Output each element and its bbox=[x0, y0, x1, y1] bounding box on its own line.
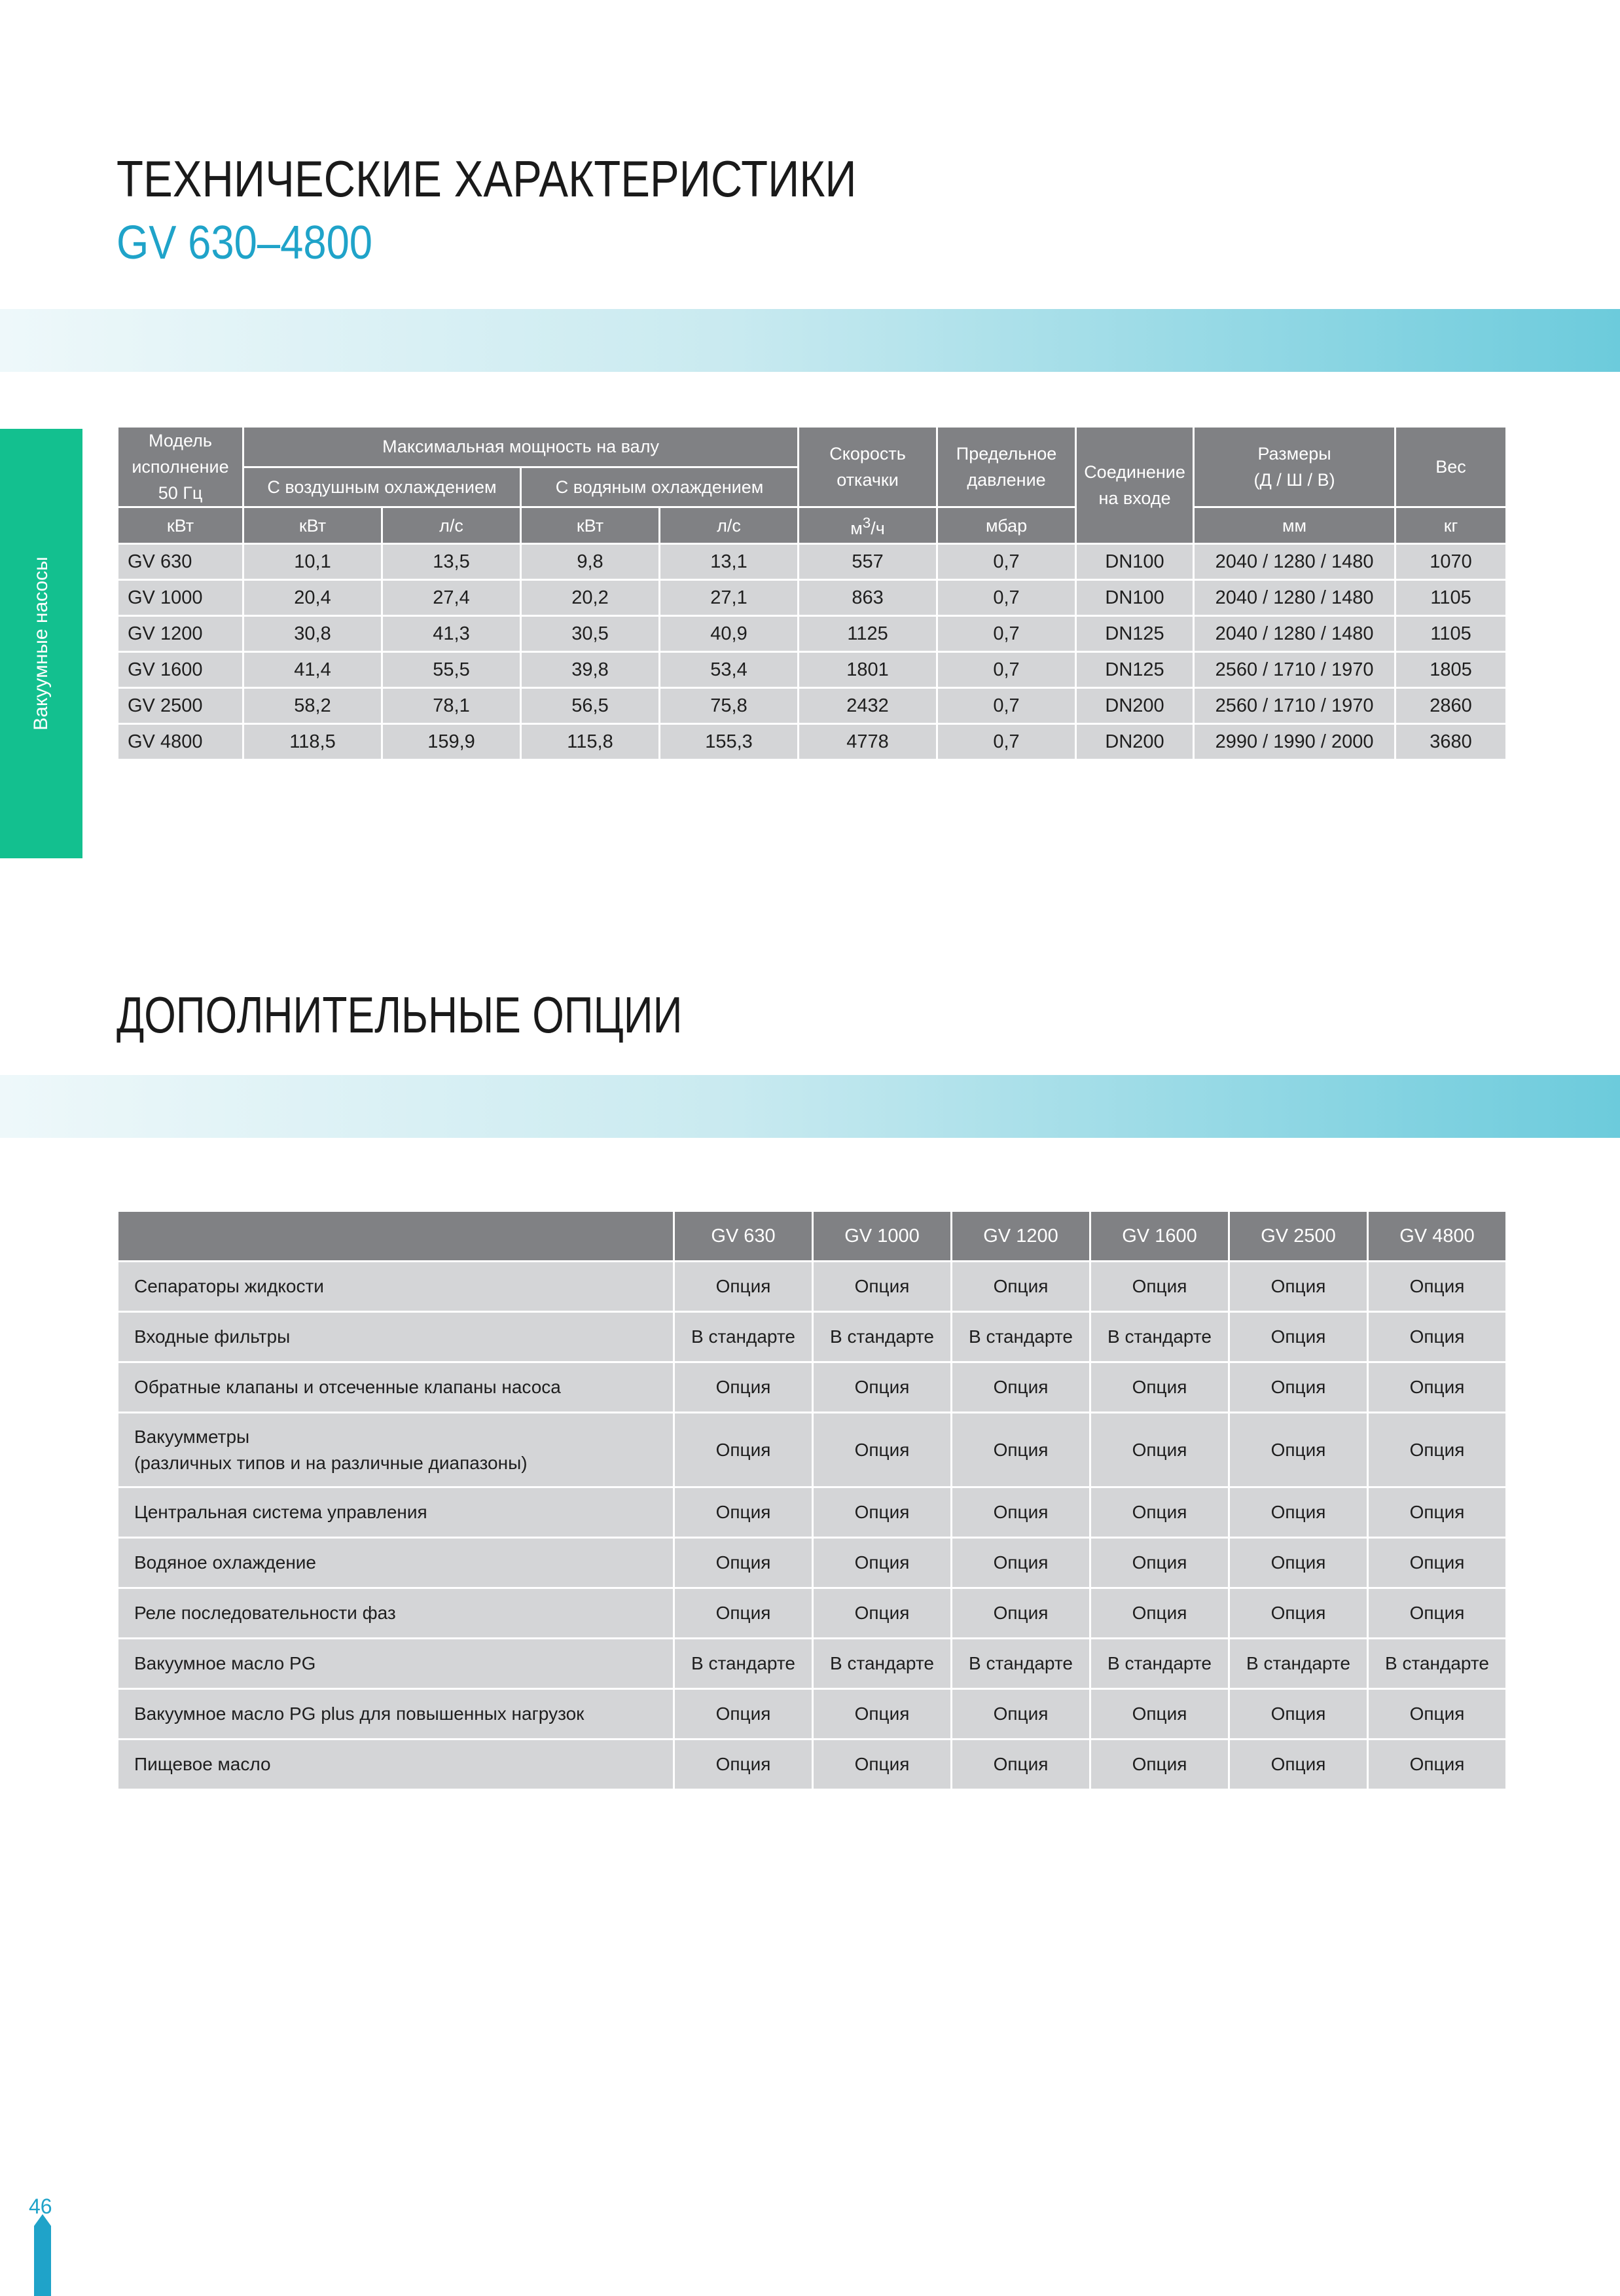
options-feature-line: Сепараторы жидкости bbox=[134, 1276, 324, 1296]
options-value: Опция bbox=[813, 1413, 952, 1487]
options-value: Опция bbox=[674, 1362, 813, 1413]
options-feature-line: Реле последовательности фаз bbox=[134, 1603, 396, 1623]
spec-cell-air-kw: 30,8 bbox=[243, 616, 382, 652]
spec-cell-weight: 1105 bbox=[1395, 580, 1507, 616]
options-row bbox=[118, 1413, 1507, 1487]
spec-cell-weight: 1805 bbox=[1395, 652, 1507, 688]
side-section-tab bbox=[0, 429, 82, 858]
options-value: Опция bbox=[1368, 1362, 1507, 1413]
header-model bbox=[118, 427, 243, 507]
options-value: Опция bbox=[1229, 1538, 1368, 1588]
options-value: Опция bbox=[674, 1487, 813, 1538]
spec-cell-dims: 2040 / 1280 / 1480 bbox=[1194, 580, 1395, 616]
options-row bbox=[118, 1689, 1507, 1740]
options-value: Опция bbox=[674, 1413, 813, 1487]
header-max-power: Максимальная мощность на валу bbox=[243, 427, 799, 467]
options-value: Опция bbox=[813, 1487, 952, 1538]
options-value: В стандарте bbox=[674, 1639, 813, 1689]
spec-cell-pressure: 0,7 bbox=[937, 544, 1076, 580]
side-tab-label: Вакуумные насосы bbox=[30, 556, 52, 731]
spec-cell-water-kw: 30,5 bbox=[521, 616, 660, 652]
options-value: В стандарте bbox=[952, 1312, 1090, 1362]
unit-kw: кВт bbox=[118, 507, 243, 544]
spec-cell-air-ls: 55,5 bbox=[382, 652, 521, 688]
options-value: Опция bbox=[674, 1262, 813, 1312]
options-value: Опция bbox=[1368, 1262, 1507, 1312]
options-value: В стандарте bbox=[674, 1312, 813, 1362]
spec-cell-dims: 2560 / 1710 / 1970 bbox=[1194, 652, 1395, 688]
unit-m3h-base: м bbox=[850, 518, 863, 538]
spec-cell-water-kw: 20,2 bbox=[521, 580, 660, 616]
options-value: Опция bbox=[1090, 1362, 1229, 1413]
unit-m3h-tail: /ч bbox=[871, 518, 885, 538]
page-number: 46 bbox=[29, 2195, 52, 2218]
spec-cell-conn: DN100 bbox=[1076, 544, 1194, 580]
spec-cell-conn: DN125 bbox=[1076, 616, 1194, 652]
header-conn-line: на входе bbox=[1098, 488, 1171, 508]
options-row bbox=[118, 1262, 1507, 1312]
options-value: В стандарте bbox=[1368, 1639, 1507, 1689]
header-gradient-band bbox=[0, 309, 1620, 372]
options-value: Опция bbox=[952, 1588, 1090, 1639]
options-value: Опция bbox=[813, 1262, 952, 1312]
page-marker bbox=[34, 2226, 51, 2296]
header-pressure-line: давление bbox=[967, 470, 1046, 490]
options-feature bbox=[118, 1538, 674, 1588]
options-value: Опция bbox=[1368, 1588, 1507, 1639]
options-feature bbox=[118, 1262, 674, 1312]
options-value: Опция bbox=[1368, 1538, 1507, 1588]
spec-cell-speed: 1801 bbox=[799, 652, 937, 688]
spec-cell-water-ls: 53,4 bbox=[660, 652, 799, 688]
options-value: Опция bbox=[1090, 1740, 1229, 1790]
options-value: Опция bbox=[1229, 1312, 1368, 1362]
options-feature bbox=[118, 1362, 674, 1413]
spec-row bbox=[118, 580, 1507, 616]
options-feature-line: Центральная система управления bbox=[134, 1502, 427, 1522]
spec-cell-dims: 2560 / 1710 / 1970 bbox=[1194, 688, 1395, 724]
spec-cell-water-ls: 40,9 bbox=[660, 616, 799, 652]
options-value: Опция bbox=[1229, 1413, 1368, 1487]
options-feature-line: Вакуумметры bbox=[134, 1426, 250, 1447]
spec-cell-air-ls: 41,3 bbox=[382, 616, 521, 652]
unit-kw: кВт bbox=[243, 507, 382, 544]
spec-row bbox=[118, 688, 1507, 724]
options-row bbox=[118, 1588, 1507, 1639]
options-value: Опция bbox=[1090, 1588, 1229, 1639]
unit-kg: кг bbox=[1395, 507, 1507, 544]
header-speed-line: Скорость bbox=[829, 444, 906, 464]
options-value: Опция bbox=[1229, 1487, 1368, 1538]
spec-cell-air-ls: 159,9 bbox=[382, 724, 521, 760]
options-value: Опция bbox=[813, 1538, 952, 1588]
options-value: Опция bbox=[952, 1262, 1090, 1312]
options-value: Опция bbox=[1368, 1487, 1507, 1538]
spec-cell-dims: 2040 / 1280 / 1480 bbox=[1194, 544, 1395, 580]
spec-row bbox=[118, 652, 1507, 688]
header-ultimate-pressure bbox=[937, 427, 1076, 507]
unit-ls: л/с bbox=[660, 507, 799, 544]
options-value: Опция bbox=[1368, 1413, 1507, 1487]
spec-cell-weight: 1105 bbox=[1395, 616, 1507, 652]
unit-m3h bbox=[799, 507, 937, 544]
options-header-feature bbox=[118, 1211, 674, 1262]
options-feature-line: (различных типов и на различные диапазоны) bbox=[134, 1452, 528, 1473]
options-value: Опция bbox=[813, 1689, 952, 1740]
spec-cell-air-kw: 118,5 bbox=[243, 724, 382, 760]
options-feature bbox=[118, 1639, 674, 1689]
unit-kw: кВт bbox=[521, 507, 660, 544]
options-header-model: GV 1200 bbox=[952, 1211, 1090, 1262]
spec-row bbox=[118, 724, 1507, 760]
options-value: Опция bbox=[1090, 1689, 1229, 1740]
options-feature-line: Обратные клапаны и отсеченные клапаны насоса bbox=[134, 1377, 561, 1397]
options-value: Опция bbox=[674, 1689, 813, 1740]
header-model-line: исполнение bbox=[132, 457, 229, 477]
options-value: Опция bbox=[1090, 1262, 1229, 1312]
spec-cell-water-kw: 56,5 bbox=[521, 688, 660, 724]
options-value: Опция bbox=[674, 1740, 813, 1790]
options-header-model: GV 1600 bbox=[1090, 1211, 1229, 1262]
options-row bbox=[118, 1538, 1507, 1588]
options-value: В стандарте bbox=[1090, 1639, 1229, 1689]
page-subtitle: GV 630–4800 bbox=[117, 217, 373, 269]
spec-cell-air-ls: 78,1 bbox=[382, 688, 521, 724]
spec-row bbox=[118, 616, 1507, 652]
options-value: Опция bbox=[1229, 1362, 1368, 1413]
options-row bbox=[118, 1312, 1507, 1362]
options-value: Опция bbox=[813, 1588, 952, 1639]
spec-cell-air-ls: 27,4 bbox=[382, 580, 521, 616]
spec-cell-water-kw: 115,8 bbox=[521, 724, 660, 760]
unit-ls: л/с bbox=[382, 507, 521, 544]
header-conn-line: Соединение bbox=[1084, 462, 1185, 482]
spec-cell-conn: DN125 bbox=[1076, 652, 1194, 688]
spec-cell-conn: DN100 bbox=[1076, 580, 1194, 616]
options-value: Опция bbox=[952, 1538, 1090, 1588]
unit-mbar: мбар bbox=[937, 507, 1076, 544]
spec-cell-speed: 557 bbox=[799, 544, 937, 580]
header-pressure-line: Предельное bbox=[956, 444, 1057, 464]
options-value: Опция bbox=[813, 1740, 952, 1790]
spec-cell-weight: 1070 bbox=[1395, 544, 1507, 580]
options-value: В стандарте bbox=[1090, 1312, 1229, 1362]
spec-cell-water-ls: 155,3 bbox=[660, 724, 799, 760]
options-value: Опция bbox=[952, 1487, 1090, 1538]
spec-cell-speed: 2432 bbox=[799, 688, 937, 724]
options-gradient-band bbox=[0, 1075, 1620, 1138]
options-value: Опция bbox=[674, 1588, 813, 1639]
page-title: ТЕХНИЧЕСКИЕ ХАРАКТЕРИСТИКИ bbox=[117, 150, 857, 208]
options-value: Опция bbox=[952, 1413, 1090, 1487]
spec-cell-model: GV 2500 bbox=[118, 688, 243, 724]
options-header-model: GV 2500 bbox=[1229, 1211, 1368, 1262]
spec-cell-water-ls: 27,1 bbox=[660, 580, 799, 616]
spec-cell-air-kw: 58,2 bbox=[243, 688, 382, 724]
header-dimensions bbox=[1194, 427, 1395, 507]
options-feature-line: Вакуумное масло PG bbox=[134, 1653, 316, 1673]
spec-cell-model: GV 4800 bbox=[118, 724, 243, 760]
header-weight: Вес bbox=[1395, 427, 1507, 507]
header-air-cooled: С воздушным охлаждением bbox=[243, 467, 521, 507]
spec-cell-conn: DN200 bbox=[1076, 688, 1194, 724]
spec-cell-speed: 863 bbox=[799, 580, 937, 616]
spec-cell-air-kw: 10,1 bbox=[243, 544, 382, 580]
header-dims-line: (Д / Ш / В) bbox=[1253, 470, 1335, 490]
options-value: Опция bbox=[952, 1740, 1090, 1790]
options-value: В стандарте bbox=[813, 1639, 952, 1689]
spec-cell-water-kw: 9,8 bbox=[521, 544, 660, 580]
spec-cell-pressure: 0,7 bbox=[937, 724, 1076, 760]
spec-cell-model: GV 1000 bbox=[118, 580, 243, 616]
options-feature bbox=[118, 1740, 674, 1790]
spec-cell-pressure: 0,7 bbox=[937, 688, 1076, 724]
options-feature-line: Входные фильтры bbox=[134, 1326, 291, 1347]
spec-cell-water-ls: 75,8 bbox=[660, 688, 799, 724]
options-row bbox=[118, 1740, 1507, 1790]
header-model-line: 50 Гц bbox=[158, 483, 203, 503]
spec-cell-air-ls: 13,5 bbox=[382, 544, 521, 580]
spec-cell-water-ls: 13,1 bbox=[660, 544, 799, 580]
header-dims-line: Размеры bbox=[1257, 444, 1331, 464]
options-table bbox=[117, 1210, 1507, 1791]
spec-cell-dims: 2040 / 1280 / 1480 bbox=[1194, 616, 1395, 652]
spec-cell-water-kw: 39,8 bbox=[521, 652, 660, 688]
options-value: В стандарте bbox=[813, 1312, 952, 1362]
options-value: Опция bbox=[813, 1362, 952, 1413]
options-feature bbox=[118, 1487, 674, 1538]
spec-cell-pressure: 0,7 bbox=[937, 580, 1076, 616]
spec-table bbox=[117, 426, 1507, 761]
options-title: ДОПОЛНИТЕЛЬНЫЕ ОПЦИИ bbox=[117, 986, 683, 1044]
options-value: Опция bbox=[952, 1362, 1090, 1413]
options-feature-line: Пищевое масло bbox=[134, 1754, 271, 1774]
options-feature bbox=[118, 1689, 674, 1740]
spec-row bbox=[118, 544, 1507, 580]
options-value: В стандарте bbox=[1229, 1639, 1368, 1689]
header-speed-line: откачки bbox=[837, 470, 899, 490]
options-value: Опция bbox=[1090, 1538, 1229, 1588]
options-feature-line: Вакуумное масло PG plus для повышенных нагрузок bbox=[134, 1704, 585, 1724]
header-pump-speed bbox=[799, 427, 937, 507]
options-value: Опция bbox=[952, 1689, 1090, 1740]
options-value: Опция bbox=[1229, 1689, 1368, 1740]
options-feature bbox=[118, 1588, 674, 1639]
spec-cell-dims: 2990 / 1990 / 2000 bbox=[1194, 724, 1395, 760]
options-feature-line: Водяное охлаждение bbox=[134, 1552, 317, 1573]
spec-cell-model: GV 1200 bbox=[118, 616, 243, 652]
spec-cell-pressure: 0,7 bbox=[937, 616, 1076, 652]
options-header-model: GV 1000 bbox=[813, 1211, 952, 1262]
options-feature bbox=[118, 1312, 674, 1362]
unit-m3h-sup: 3 bbox=[862, 514, 871, 531]
options-value: В стандарте bbox=[952, 1639, 1090, 1689]
options-value: Опция bbox=[1229, 1740, 1368, 1790]
options-header-model: GV 4800 bbox=[1368, 1211, 1507, 1262]
options-header-model: GV 630 bbox=[674, 1211, 813, 1262]
spec-cell-air-kw: 20,4 bbox=[243, 580, 382, 616]
options-value: Опция bbox=[1090, 1487, 1229, 1538]
header-water-cooled: С водяным охлаждением bbox=[521, 467, 799, 507]
options-feature bbox=[118, 1413, 674, 1487]
options-value: Опция bbox=[1229, 1262, 1368, 1312]
options-value: Опция bbox=[674, 1538, 813, 1588]
options-row bbox=[118, 1362, 1507, 1413]
spec-cell-model: GV 630 bbox=[118, 544, 243, 580]
spec-cell-model: GV 1600 bbox=[118, 652, 243, 688]
options-row bbox=[118, 1639, 1507, 1689]
options-value: Опция bbox=[1229, 1588, 1368, 1639]
spec-cell-air-kw: 41,4 bbox=[243, 652, 382, 688]
options-value: Опция bbox=[1368, 1312, 1507, 1362]
spec-cell-speed: 1125 bbox=[799, 616, 937, 652]
options-value: Опция bbox=[1368, 1689, 1507, 1740]
options-value: Опция bbox=[1368, 1740, 1507, 1790]
unit-mm: мм bbox=[1194, 507, 1395, 544]
header-inlet-connection bbox=[1076, 427, 1194, 544]
spec-cell-weight: 2860 bbox=[1395, 688, 1507, 724]
spec-cell-weight: 3680 bbox=[1395, 724, 1507, 760]
spec-cell-speed: 4778 bbox=[799, 724, 937, 760]
options-row bbox=[118, 1487, 1507, 1538]
spec-cell-conn: DN200 bbox=[1076, 724, 1194, 760]
options-value: Опция bbox=[1090, 1413, 1229, 1487]
header-model-line: Модель bbox=[149, 431, 212, 450]
spec-cell-pressure: 0,7 bbox=[937, 652, 1076, 688]
